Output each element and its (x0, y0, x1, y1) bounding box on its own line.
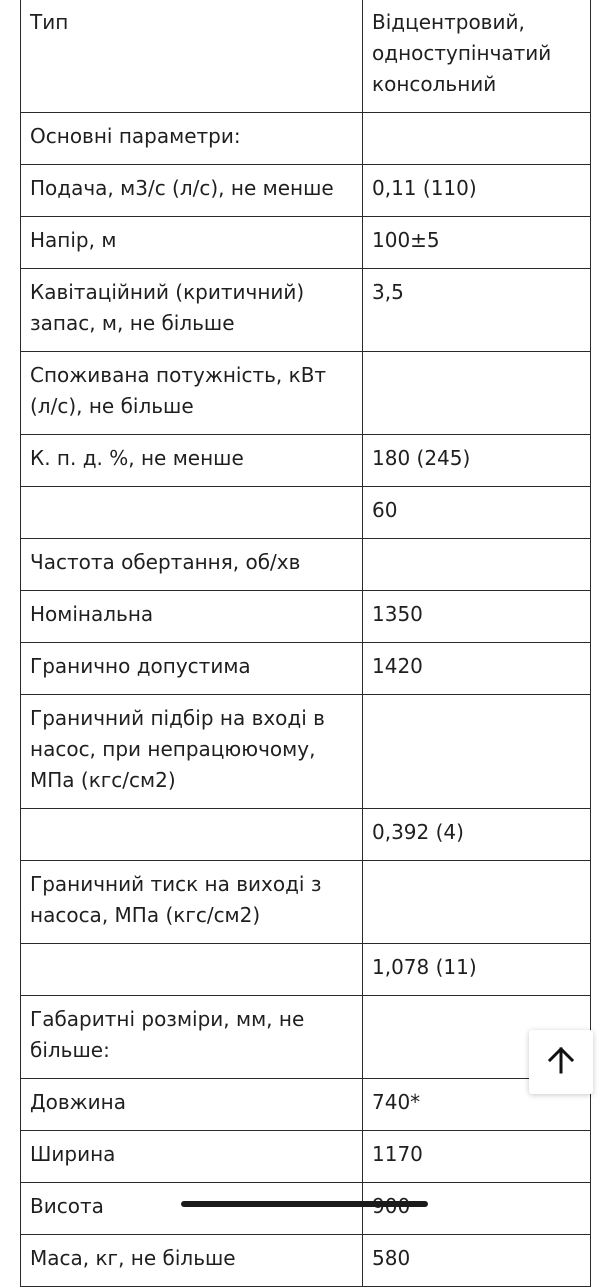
table-row (21, 352, 591, 435)
table-row (21, 643, 591, 695)
value-cell: 1350 (363, 591, 591, 643)
specs-table (20, 0, 591, 1287)
value-cell (363, 1183, 591, 1235)
value-cell: 100±5 (363, 217, 591, 269)
param-cell: Ширина (21, 1131, 363, 1183)
table-row (21, 165, 591, 217)
table-row (21, 809, 591, 861)
table-row (21, 435, 591, 487)
param-cell (21, 487, 363, 539)
value-cell: 580 (363, 1235, 591, 1287)
value-cell: 1,078 (11) (363, 944, 591, 996)
value-cell: Відцентровий, одноступінчатий консольний (363, 0, 591, 113)
scroll-to-top-button[interactable] (529, 1030, 593, 1094)
param-cell: Подача, м3/с (л/с), не менше (21, 165, 363, 217)
param-cell: Частота обертання, об/хв (21, 539, 363, 591)
param-cell: Маса, кг, не більше (21, 1235, 363, 1287)
home-indicator (181, 1201, 428, 1207)
param-cell: Номінальна (21, 591, 363, 643)
table-row (21, 944, 591, 996)
param-cell: Кавітаційний (критичний) запас, м, не більше (21, 269, 363, 352)
value-cell: 1420 (363, 643, 591, 695)
param-cell: Гранично допустима (21, 643, 363, 695)
table-row (21, 487, 591, 539)
param-cell: Споживана потужність, кВт (л/с), не більше (21, 352, 363, 435)
table-row (21, 1183, 591, 1235)
param-cell: Тип (21, 0, 363, 113)
table-row (21, 0, 591, 113)
table-row (21, 1079, 591, 1131)
table-row (21, 591, 591, 643)
param-cell: Основні параметри: (21, 113, 363, 165)
table-row (21, 269, 591, 352)
value-cell (363, 861, 591, 944)
table-row (21, 539, 591, 591)
param-cell: К. п. д. %, не менше (21, 435, 363, 487)
value-cell: 1170 (363, 1131, 591, 1183)
table-row (21, 996, 591, 1079)
table-row (21, 113, 591, 165)
table-row (21, 695, 591, 809)
table-row (21, 1131, 591, 1183)
table-row (21, 1235, 591, 1287)
table-row (21, 217, 591, 269)
value-cell: 740* (363, 1079, 591, 1131)
value-cell (363, 113, 591, 165)
param-cell: Довжина (21, 1079, 363, 1131)
value-cell: 0,392 (4) (363, 809, 591, 861)
param-cell: Граничний тиск на виході з насоса, МПа (кгс/см2) (21, 861, 363, 944)
value-cell (363, 695, 591, 809)
param-cell: Напір, м (21, 217, 363, 269)
param-cell (21, 809, 363, 861)
param-cell: Висота (21, 1183, 363, 1235)
value-cell: 60 (363, 487, 591, 539)
value-cell (363, 352, 591, 435)
param-cell (21, 944, 363, 996)
table-row (21, 861, 591, 944)
value-cell: 180 (245) (363, 435, 591, 487)
arrow-up-icon (546, 1045, 576, 1079)
value-cell (363, 539, 591, 591)
value-cell: 0,11 (110) (363, 165, 591, 217)
param-cell: Граничний підбір на вході в насос, при непрацюючому, МПа (кгс/см2) (21, 695, 363, 809)
param-cell: Габаритні розміри, мм, не більше: (21, 996, 363, 1079)
value-cell: 3,5 (363, 269, 591, 352)
